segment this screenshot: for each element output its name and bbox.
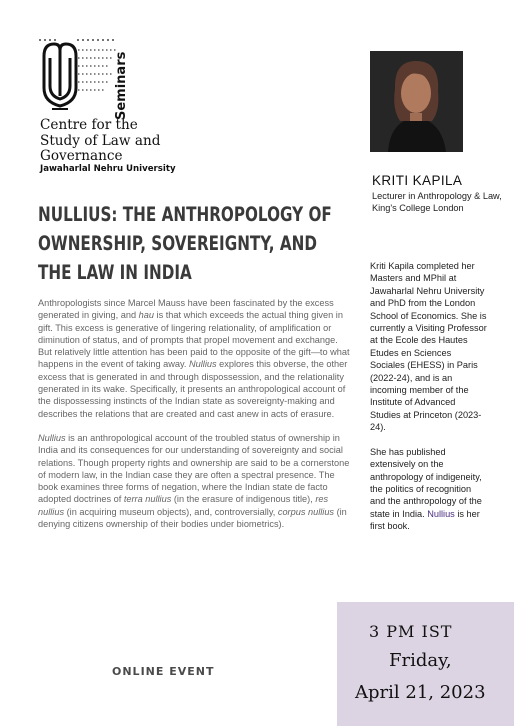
event-datetime-box: [337, 602, 514, 726]
centre-name: [40, 118, 190, 165]
speaker-name: KRITI KAPILA: [372, 173, 463, 188]
seminar-title-line: THE LAW IN INDIA: [38, 261, 192, 284]
abstract-text: Anthropologists since Marcel Mauss have been fascinated by the excess generated in giving, and: [38, 298, 334, 321]
seminar-title-line: OWNERSHIP, SOVEREIGNTY, AND: [38, 232, 317, 255]
italic-term: corpus nullius: [277, 506, 335, 517]
bio-text: She has published extensively on the anthropology of indigeneity, the politics of recognition and the anthropology of the state in India.: [370, 446, 482, 519]
abstract-text: is an anthropological account of the troubled status of ownership in India and its consequences for our understanding of sovereignty and social relations. Though property rights and ownership are said to be a cornerstone of modern law, in the Indian case they are often a spectral presence. The book examines three forms of negation, where the Indian state de facto adopted doctrines of: [38, 432, 350, 505]
speaker-role: Lecturer in Anthropology & Law, King's College London: [372, 191, 502, 213]
italic-term: Nullius: [189, 359, 217, 370]
seminar-title-line: NULLIUS: THE ANTHROPOLOGY OF: [38, 203, 332, 226]
university-name: Jawaharlal Nehru University: [40, 164, 176, 174]
centre-name-line: Centre for the: [40, 117, 138, 133]
centre-name-line: Governance: [40, 148, 123, 164]
online-event-label: ONLINE EVENT: [112, 665, 215, 678]
speaker-photo: [370, 51, 463, 152]
bio-text: is her first book.: [370, 508, 480, 532]
italic-term: res nullius: [38, 494, 329, 517]
italic-term: Nullius: [38, 432, 66, 443]
speaker-bio: [370, 260, 488, 545]
bio-paragraph-2: [370, 446, 488, 533]
abstract-text: is that which exceeds the actual thing given in gift. This excess is generative of lingering relationality, of amplification or diminution of status, and of prompts that propel movement and exchange. But relatively little attention has been paid to the opposite of the gift—to what happens in the event of taking away.: [38, 310, 350, 370]
event-time: 3 PM IST: [369, 622, 453, 641]
book-title: Nullius: [427, 508, 455, 519]
abstract-paragraph-1: [38, 297, 350, 420]
event-date: April 21, 2023: [355, 682, 486, 703]
abstract-text: (in acquiring museum objects), and, controversially,: [64, 506, 278, 517]
abstract-text: explores this obverse, the other excess that is generated in and through dispossession, and the relationality generated in its wake. Specifically, it presents an anthropological account of the dispossessing instincts of the Indian state as sovereignty-making and describes the relations that are created and cast anew in acts of erasure.: [38, 359, 348, 419]
bio-paragraph-1: Kriti Kapila completed her Masters and MPhil at Jawaharlal Nehru University and PhD from the London School of Economics. She is currently a Visiting Professor at the Ecole des Hautes Etudes en Sciences Sociales (EHESS) in Paris (2022-24), and is an incoming member of the Institute of Advanced Studies at Princeton (2023-24).: [370, 261, 487, 433]
seminar-title: [38, 200, 338, 287]
event-day: Friday,: [389, 650, 452, 671]
italic-term: hau: [138, 310, 154, 321]
centre-name-line: Study of Law and: [40, 132, 161, 149]
abstract: [38, 297, 350, 542]
abstract-text: (in denying citizens ownership of their bodies under biometrics).: [38, 506, 347, 530]
italic-term: terra nullius: [123, 494, 172, 505]
abstract-text: (in the erasure of indigenous title),: [171, 494, 316, 505]
seminars-label: Seminars: [114, 51, 129, 120]
abstract-paragraph-2: [38, 432, 350, 530]
